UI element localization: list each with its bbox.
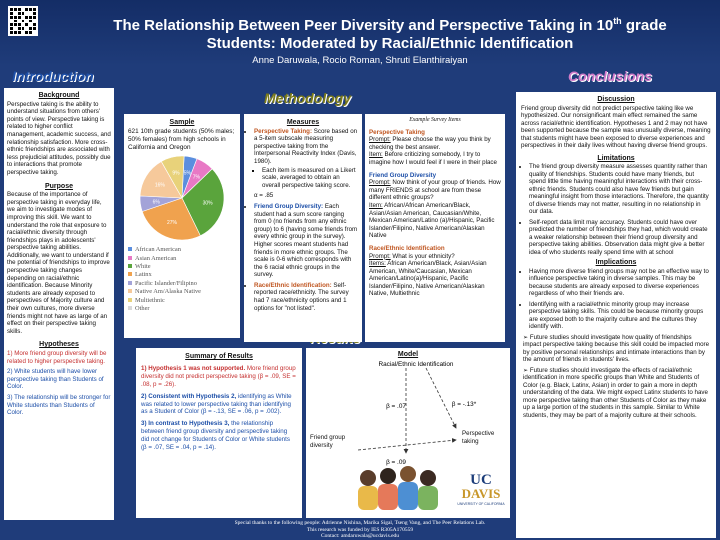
legend-item: Latinx xyxy=(128,271,236,279)
survey-pt-prompt: Prompt: Please choose the way you think by checking the best answer. xyxy=(369,136,491,151)
limitations-heading: Limitations xyxy=(597,154,635,162)
measures-heading: Measures xyxy=(286,119,320,126)
model-beta-interaction: β = .07 xyxy=(386,403,406,410)
pie-label: 16% xyxy=(154,181,165,188)
conclusions-panel xyxy=(516,92,716,538)
section-title-introduction: Introduction xyxy=(12,68,94,84)
implication-3: ➢ Future studies should investigate how quality of friendships impact perspective taking because this skill could be impacted more by positive personal relationships and intimate interactions than by the amount of friends in students' lives. xyxy=(523,333,710,363)
legend-swatch xyxy=(128,272,132,276)
implication-2: • Identifying with a racial/ethnic minority group may increase perspective taking skills. This could be because minority groups are exposed both to the majority culture and the cultures they identify with. xyxy=(529,301,711,331)
legend-item: Pacific Islander/Filipino xyxy=(128,280,236,288)
pie-label: 5% xyxy=(183,170,191,177)
pie-label: 7% xyxy=(192,173,200,180)
legend-item: Asian American xyxy=(128,255,236,263)
hypotheses-heading: Hypotheses xyxy=(39,341,79,349)
legend-item: African American xyxy=(128,246,236,254)
model-beta-diversity: β = .09 xyxy=(386,459,406,466)
footer-thanks: Special thanks to the following people: Adrienne Nishina, Marika Sigal, Tseng Vang, and The Peer Relations Lab. xyxy=(234,520,486,526)
pie-legend xyxy=(128,246,236,313)
model-predictor-label: Friend group diversity xyxy=(310,434,346,449)
survey-items-panel xyxy=(365,114,505,342)
pie-label: 30% xyxy=(202,200,213,207)
discussion-heading: Discussion xyxy=(597,96,635,103)
measure-likert-note: ▪ Each item is measured on a Likert scale, averaged to obtain an overall perspective taking score. xyxy=(262,167,358,190)
title-banner xyxy=(0,0,720,66)
measure-perspective-taking: • Perspective Taking: Score based on a 5-item subscale measuring perspective taking from the Interpersonal Reactivity Index (Davis, 1980). ▪ Each item is measured on a Likert scale, averaged to obtain an overall perspective taking score. xyxy=(254,128,358,190)
pie-label: 27% xyxy=(166,219,177,226)
poster-title: The Relationship Between Peer Diversity and Perspective Taking in 10th grade Students: Moderated by Racial/Ethnic Identification xyxy=(113,16,667,52)
survey-heading: Example Survey Items xyxy=(409,117,461,123)
legend-item: Native Am/Alaska Native xyxy=(128,288,236,296)
measure-alpha: α = .85 xyxy=(254,192,274,200)
students-illustration xyxy=(358,466,438,510)
model-beta-identity: β = -.13* xyxy=(451,401,477,408)
legend-item: Other xyxy=(128,305,236,313)
background-text: Perspective taking is the ability to understand situations from others' points of view. Perspective taking is related to higher conflict management, academic success, and relationship satisfaction. More cross-ethnic friendships are associated with less prejudicial attitudes, possibly due to interactions that promote perspective taking. xyxy=(7,100,111,176)
result-1: 1) Hypothesis 1 was not supported. More friend group diversity did not predict perspective taking (β = .09, SE = .08, p = .26). xyxy=(141,364,296,388)
implications-heading: Implications xyxy=(595,259,637,266)
legend-swatch xyxy=(128,281,132,285)
qr-code-icon xyxy=(8,6,38,36)
authors: Anne Daruwala, Rocio Roman, Shruti Elanthiraiyan xyxy=(252,55,468,66)
background-heading: Background xyxy=(38,92,80,99)
hypothesis-2: 2) White students will have lower perspective taking than Students of Color. xyxy=(7,368,104,391)
legend-swatch xyxy=(128,247,132,251)
introduction-panel xyxy=(4,88,114,520)
ucdavis-logo-subtitle: UNIVERSITY OF CALIFORNIA xyxy=(457,502,505,506)
implication-1: • Having more diverse friend groups may not be an effective way to influence perspective taking in diverse samples. This may be because students are already exposed to diverse experiences regardless of who their friends are. xyxy=(529,268,711,298)
survey-fg-heading: Friend Group Diversity xyxy=(369,171,437,179)
model-panel xyxy=(306,348,510,518)
survey-re-prompt: Prompt: What is your ethnicity? xyxy=(369,252,455,260)
ucdavis-logo-uc: UC xyxy=(470,472,492,488)
survey-pt-heading: Perspective Taking xyxy=(369,128,425,136)
measure-race-ethnic: • Race/Ethnic Identification: Self-reported race/ethnicity. The survey had 7 race/ethnicity options and 1 options for "not listed". xyxy=(254,282,358,312)
legend-item: Multiethnic xyxy=(128,297,236,305)
model-outcome-label: Perspective taking xyxy=(462,430,495,445)
result-3: 3) In contrast to Hypothesis 3, the relationship between friend group diversity and perspective taking did not change for Students of Color or White students (β = .07, SE = .04, p = .14). xyxy=(141,420,290,452)
limitation-1: • The friend group diversity measure assesses quantity rather than quality of friendships. Students could have many friends, but spend little time having meaningful interactions with their cross-ethnic friends. Students could also have few friends but gain meaningful insight from those interactions. Therefore, the quantity of diverse friends may not matter, resulting in no relationship in our data. xyxy=(529,163,711,216)
limitation-2: • Self-report data limit may accuracy. Students could have over predicted the number of friendships they had, which would create a weaker relationship between their friend group diversity and perspective taking abilities. Observation data might give a better idea of who students really spend time with at school xyxy=(529,219,711,257)
purpose-text: Because of the importance of perspective taking in everyday life, we aim to investigate modes of improving this skill. We want to understand the role that exposure to racial/ethnic diversity through friendships plays in adolescents' perspective taking abilities. Additionally, we want to understand if the potential of friendships to improve perspective taking changes depending on racial/ethnic identification. Because Minority students are already exposed to perspectives of Majority culture and their own cultures, more diverse friends might not have as large of an effect on their perspective taking skills. xyxy=(7,191,110,335)
diversity-arrow xyxy=(358,440,456,450)
model-heading: Model xyxy=(397,351,419,358)
ucdavis-logo-davis: DAVIS xyxy=(461,486,501,501)
legend-swatch xyxy=(128,298,132,302)
result-2: 2) Consistent with Hypothesis 2, identifying as White was related to lower perspective taking than identifying as a Student of Color (β = -.13, SE = .06, p = .002). xyxy=(141,392,292,416)
survey-fg-item: Item: African/African American/Black, Asian/Asian American, Caucasian/White, Mexican American/Latino (a)/Hispanic, Pacific Islander/Filipino, Native American/Alaskan Native xyxy=(369,201,495,240)
discussion-text: Friend group diversity did not predict perspective taking like we hypothesized. Our nonsignificant main effect remained the same across racial/ethnic identification. Hypotheses 1 and 2 may not have been supported because the sample was unusually diverse, meaning that students might have been exposed to diverse experiences and perspectives in their daily lives without having diverse friend groups. xyxy=(521,104,711,149)
legend-swatch xyxy=(128,256,132,260)
section-title-conclusions: Conclusions xyxy=(568,68,653,84)
sample-text: 621 10th grade students (50% males; 50% females) from high schools in California and Oregon xyxy=(128,127,235,151)
legend-swatch xyxy=(128,264,132,268)
hypothesis-1: 1) More friend group diversity will be related to higher perspective taking. xyxy=(7,350,107,365)
survey-pt-item: Item: Before criticizing somebody, I try to imagine how I would feel if I were in their place xyxy=(369,151,497,166)
measure-friend-group: • Friend Group Diversity: Each student had a sum score ranging from 0 (no friends from any ethnic group) to 6 (having some friends from every ethnic group in the survey). Higher scores meant students had friends in more ethnic groups. The scale is 0-6 which corresponds with the 6 racial ethnic groups in the survey. xyxy=(254,203,358,279)
survey-re-item: Items: African American/Black, Asian/Asian American, White/Caucasian, Mexican American/Latino(a)/Hispanic, Pacific Islander/Filipino, Native American/Alaskan Native, Multiethnic xyxy=(369,260,487,298)
sample-panel xyxy=(124,114,240,338)
implication-4: ➢ Future studies should investigate the effects of racial/ethnic identification in more specific groups than White and Students of Color (e.g. Black, Latinx, Asian) in order to gain a more in depth understanding of the data. We might expect Latinx students to have more perspective taking than other Students of Color as they make up a large portion of the students in this sample. Similar to White students, they may be part of a majority culture at their schools. xyxy=(523,366,708,419)
acknowledgements-footer xyxy=(120,520,600,540)
sample-pie-chart xyxy=(128,152,236,244)
pie-label: 9% xyxy=(172,170,180,177)
identity-arrow xyxy=(426,368,456,428)
legend-swatch xyxy=(128,289,132,293)
footer-contact: Contact: amdaruwala@ucdavis.edu xyxy=(320,533,400,539)
summary-heading: Summary of Results xyxy=(185,353,253,360)
section-title-methodology: Methodology xyxy=(264,90,352,106)
legend-swatch xyxy=(128,306,132,310)
hypothesis-3: 3) The relationship will be stronger for White students than Students of Color. xyxy=(7,393,111,417)
model-diagram xyxy=(306,358,510,518)
survey-fg-prompt: Prompt: Now think of your group of friends. How many FRIENDS at school are from these different ethnic groups? xyxy=(369,179,501,202)
measures-panel xyxy=(244,114,362,342)
survey-re-heading: Race/Ethnic Identification xyxy=(369,244,445,252)
sample-heading: Sample xyxy=(169,119,195,126)
footer-funding: This research was funded by IES R305A170559 xyxy=(306,526,414,533)
pie-label: 6% xyxy=(152,199,160,206)
purpose-heading: Purpose xyxy=(44,182,73,190)
legend-item: White xyxy=(128,263,236,271)
model-moderator-label: Racial/Ethnic Identification xyxy=(378,361,454,368)
summary-results-panel xyxy=(136,348,302,518)
